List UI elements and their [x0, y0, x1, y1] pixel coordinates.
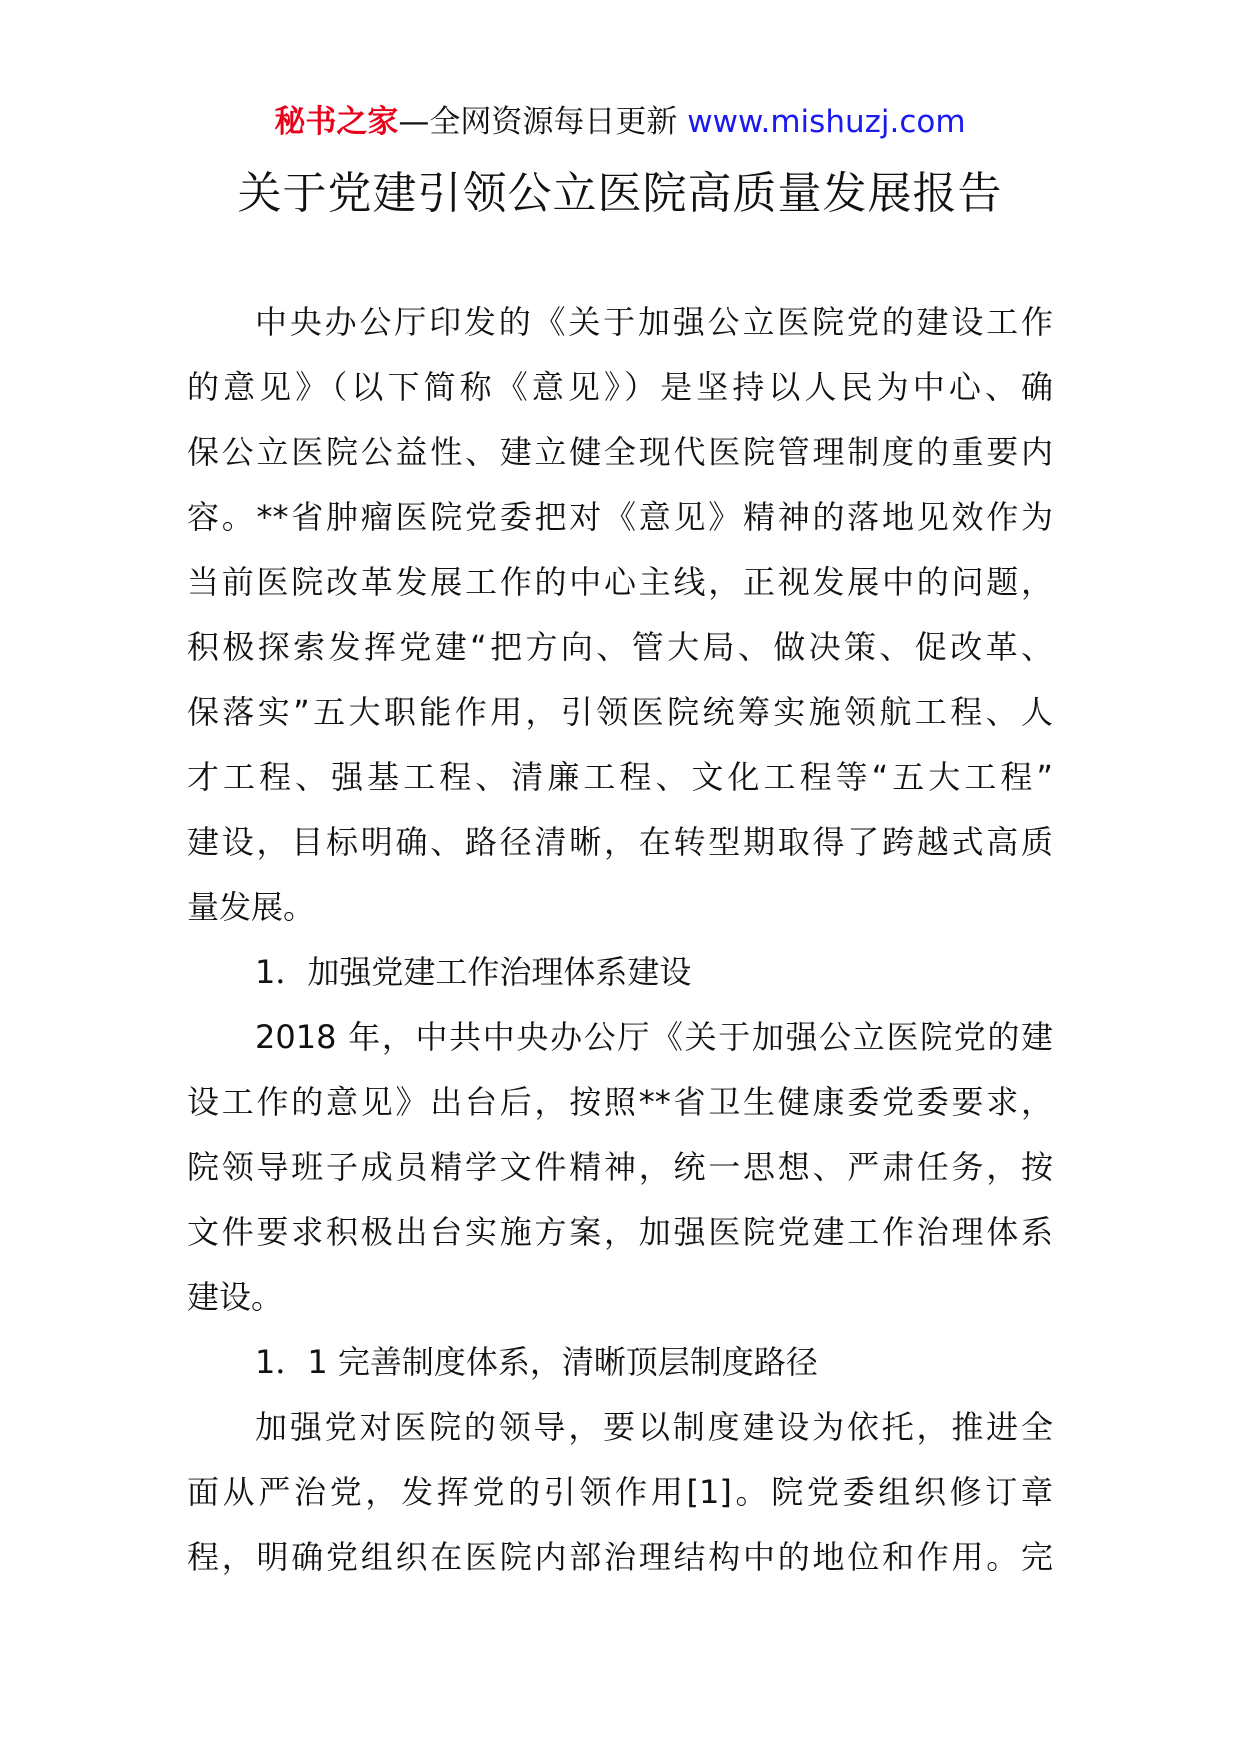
text-line: 保公立医院公益性、建立健全现代医院管理制度的重要内 [187, 433, 1053, 471]
text-line: 加强党对医院的领导，要以制度建设为依托，推进全 [255, 1408, 1053, 1446]
text-line: 量发展。 [187, 888, 316, 926]
document-body [187, 290, 1053, 1590]
text-line: 院领导班子成员精学文件精神，统一思想、严肃任务，按 [187, 1148, 1053, 1186]
banner-tagline: —全网资源每日更新 [398, 104, 678, 140]
brand-name: 秘书之家 [274, 104, 399, 140]
text-line: 容。**省肿瘤医院党委把对《意见》精神的落地见效作为 [187, 498, 1053, 536]
text-line: 中央办公厅印发的《关于加强公立医院党的建设工作 [255, 303, 1053, 341]
text-line: 当前医院改革发展工作的中心主线，正视发展中的问题， [187, 563, 1053, 601]
text-line: 积极探索发挥党建“把方向、管大局、做决策、促改革、 [187, 628, 1053, 666]
text-line: 才工程、强基工程、清廉工程、文化工程等“五大工程” [187, 758, 1053, 796]
section-heading: 1．加强党建工作治理体系建设 [255, 953, 692, 991]
text-line: 建设，目标明确、路径清晰，在转型期取得了跨越式高质 [187, 823, 1053, 861]
text-line: 2018 年，中共中央办公厅《关于加强公立医院党的建 [255, 1018, 1053, 1056]
text-line: 保落实”五大职能作用，引领医院统筹实施领航工程、人 [187, 693, 1053, 731]
site-url: www.mishuzj.com [687, 104, 966, 140]
text-line: 程，明确党组织在医院内部治理结构中的地位和作用。完 [187, 1538, 1053, 1576]
subsection-heading: 1．1 完善制度体系，清晰顶层制度路径 [255, 1343, 818, 1381]
text-line: 面从严治党，发挥党的引领作用[1]。院党委组织修订章 [187, 1473, 1053, 1511]
text-line: 的意见》（以下简称《意见》）是坚持以人民为中心、确 [187, 368, 1053, 406]
document-title: 关于党建引领公立医院高质量发展报告 [237, 168, 1003, 219]
text-line: 文件要求积极出台实施方案，加强医院党建工作治理体系 [187, 1213, 1053, 1251]
text-line: 建设。 [187, 1278, 284, 1316]
site-banner [0, 102, 1240, 142]
text-line: 设工作的意见》出台后，按照**省卫生健康委党委要求， [187, 1083, 1053, 1121]
